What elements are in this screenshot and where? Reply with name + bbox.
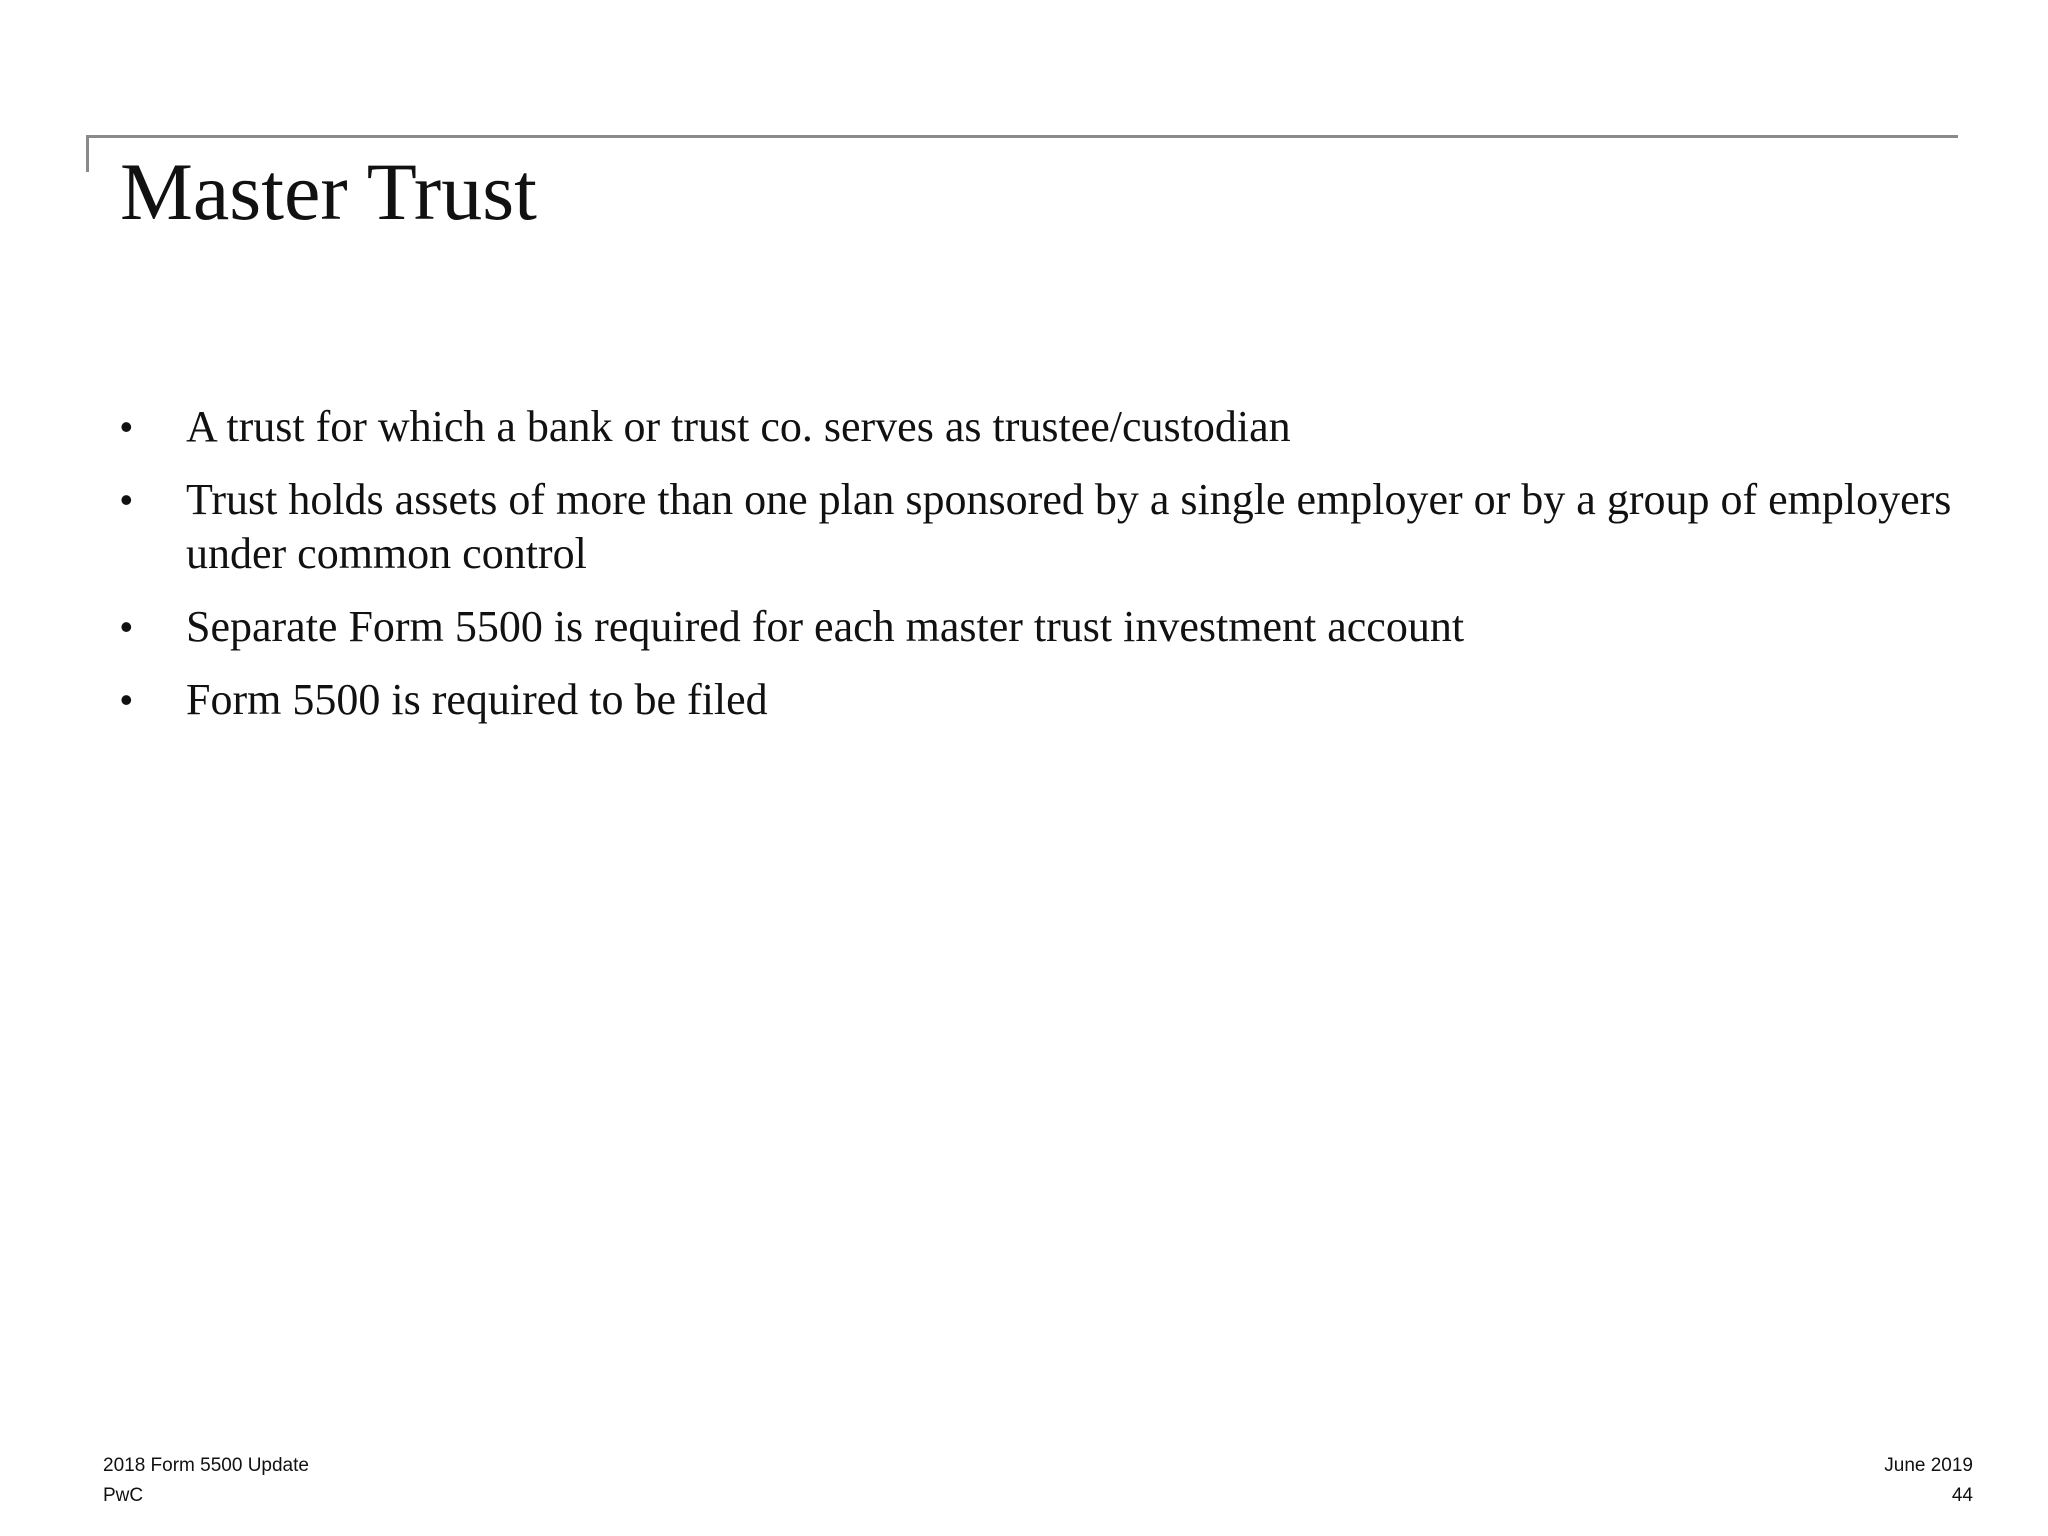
bullet-item — [112, 600, 1972, 654]
bullet-icon: • — [120, 406, 133, 447]
bullet-list — [112, 400, 1972, 746]
bullet-icon: • — [120, 679, 133, 720]
footer-page-number: 44 — [1951, 1485, 1973, 1506]
bullet-icon: • — [120, 606, 133, 647]
title-frame-left-tick — [86, 135, 89, 172]
bullet-text: A trust for which a bank or trust co. serves as trustee/custodian — [186, 402, 1291, 451]
footer-presentation-title: 2018 Form 5500 Update — [103, 1455, 309, 1476]
footer-company: PwC — [103, 1485, 144, 1506]
bullet-item — [112, 473, 1972, 581]
bullet-text: Separate Form 5500 is required for each master trust investment account — [186, 602, 1465, 651]
slide-title: Master Trust — [120, 146, 537, 237]
footer-date: June 2019 — [1884, 1455, 1973, 1476]
bullet-icon: • — [120, 479, 133, 520]
bullet-text: Trust holds assets of more than one plan sponsored by a single employer or by a group of employers under common control — [186, 475, 1952, 578]
bullet-text: Form 5500 is required to be filed — [186, 675, 768, 724]
bullet-item — [112, 673, 1972, 727]
title-frame-top-rule — [86, 135, 1958, 138]
bullet-item — [112, 400, 1972, 454]
